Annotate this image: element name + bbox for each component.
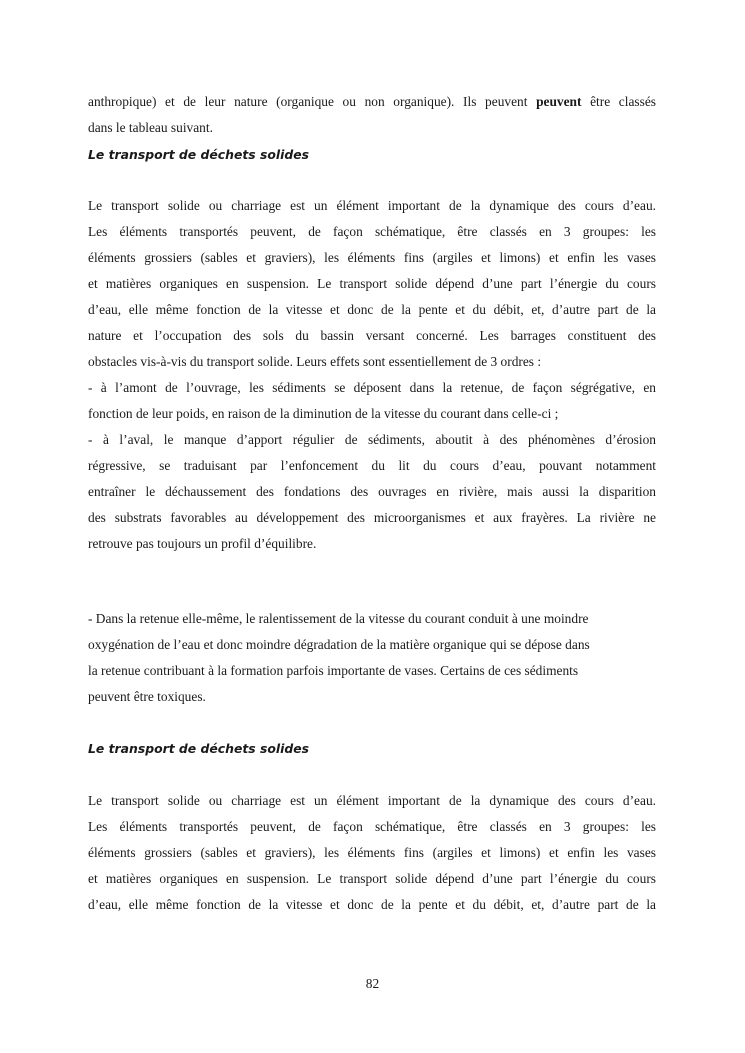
paragraph-line: oxygénation de l’eau et donc moindre dégradation de la matière organique qui se dépose dans [88, 637, 590, 652]
intro-text-after: être classés [581, 94, 656, 109]
intro-line-2: dans le tableau suivant. [88, 120, 213, 135]
paragraph-line: entraîner le déchaussement des fondations des ouvrages en rivière, mais aussi la disparition [88, 484, 656, 499]
paragraph-line: nature et l’occupation des sols du bassin versant concerné. Les barrages constituent des [88, 328, 656, 343]
paragraph-line: - à l’amont de l’ouvrage, les sédiments se déposent dans la retenue, de façon ségrégative, en [88, 380, 656, 395]
paragraph-line: d’eau, elle même fonction de la vitesse et donc de la pente et du débit, et, d’autre part de la [88, 897, 656, 912]
paragraph-line: obstacles vis-à-vis du transport solide. Leurs effets sont essentiellement de 3 ordres : [88, 354, 542, 369]
intro-bold-word: peuvent [536, 94, 582, 109]
paragraph-line: peuvent être toxiques. [88, 689, 206, 704]
section-1-paragraph [88, 193, 656, 557]
page-number: 82 [365, 976, 380, 991]
paragraph-line: Le transport solide ou charriage est un élément important de la dynamique des cours d’eau. [88, 198, 656, 213]
intro-text-before: anthropique) et de leur nature (organique ou non organique). Ils peuvent [88, 94, 537, 109]
paragraph-line: fonction de leur poids, en raison de la diminution de la vitesse du courant dans celle-ci ; [88, 406, 559, 421]
intro-paragraph [88, 89, 656, 141]
section-1-heading: Le transport de déchets solides [88, 147, 310, 162]
paragraph-line: et matières organiques en suspension. Le transport solide dépend d’une part l’énergie du cours [88, 871, 656, 886]
intro-line-1 [88, 89, 656, 115]
paragraph-line: la retenue contribuant à la formation parfois importante de vases. Certains de ces sédiments [88, 663, 579, 678]
paragraph-line: - à l’aval, le manque d’apport régulier de sédiments, aboutit à des phénomènes d’érosion [88, 432, 656, 447]
paragraph-line: régressive, se traduisant par l’enfoncement du lit du cours d’eau, pouvant notamment [88, 458, 656, 473]
paragraph-line: d’eau, elle même fonction de la vitesse et donc de la pente et du débit, et, d’autre part de la [88, 302, 656, 317]
paragraph-line: et matières organiques en suspension. Le transport solide dépend d’une part l’énergie du cours [88, 276, 656, 291]
section-2-heading: Le transport de déchets solides [88, 741, 310, 756]
paragraph-line: Les éléments transportés peuvent, de façon schématique, être classés en 3 groupes: les [88, 224, 656, 239]
retenue-paragraph [88, 606, 656, 710]
paragraph-line: éléments grossiers (sables et graviers), les éléments fins (argiles et limons) et enfin les vases [88, 250, 656, 265]
paragraph-line: Les éléments transportés peuvent, de façon schématique, être classés en 3 groupes: les [88, 819, 656, 834]
paragraph-line: Le transport solide ou charriage est un élément important de la dynamique des cours d’eau. [88, 793, 656, 808]
section-2-paragraph [88, 788, 656, 918]
paragraph-line: - Dans la retenue elle-même, le ralentissement de la vitesse du courant conduit à une moindre [88, 611, 589, 626]
paragraph-line: des substrats favorables au développement des microorganismes et aux frayères. La rivière ne [88, 510, 656, 525]
paragraph-line: retrouve pas toujours un profil d’équilibre. [88, 536, 317, 551]
paragraph-line: éléments grossiers (sables et graviers), les éléments fins (argiles et limons) et enfin les vases [88, 845, 656, 860]
